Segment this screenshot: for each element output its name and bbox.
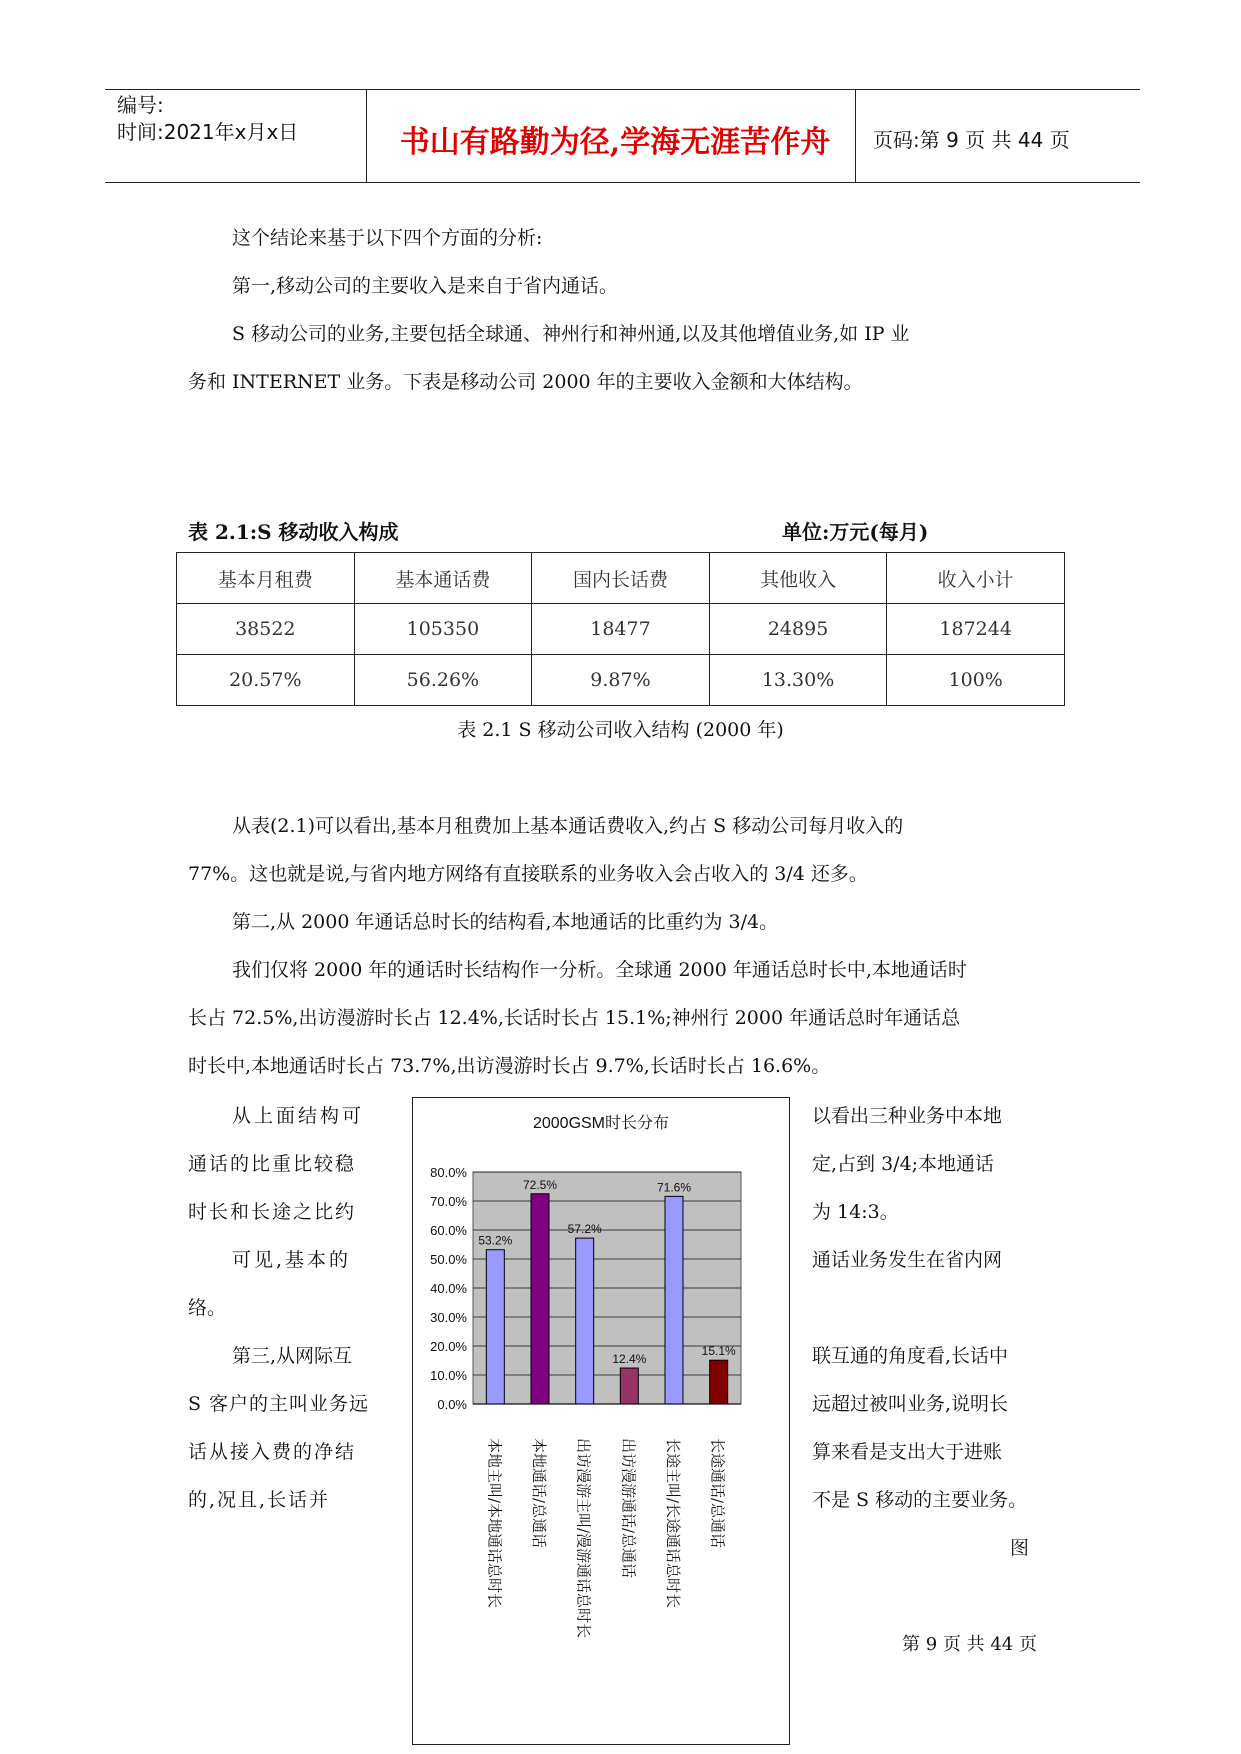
paragraph: 这个结论来基于以下四个方面的分析: xyxy=(232,227,543,249)
table-cell: 18477 xyxy=(532,604,710,655)
paragraph: 我们仅将 2000 年的通话时长结构作一分析。全球通 2000 年通话总时长中,本地通话时 xyxy=(232,959,967,981)
wrap-left-line: 的,况且,长话并 xyxy=(188,1489,331,1511)
data-label: 15.1% xyxy=(701,1344,736,1359)
table-cell: 24895 xyxy=(709,604,887,655)
plot-area xyxy=(430,1165,741,1638)
table-header-cell: 基本月租费 xyxy=(177,553,355,604)
wrap-right-line: 算来看是支出大于进账 xyxy=(812,1441,1003,1463)
table-cell: 13.30% xyxy=(709,655,887,706)
wrap-right-line: 图 xyxy=(1010,1537,1030,1559)
table-unit: 单位:万元(每月) xyxy=(782,520,929,544)
wrap-left-line: 络。 xyxy=(188,1297,227,1319)
wrap-left-line: S 客户的主叫业务远 xyxy=(188,1393,370,1415)
x-category-label: 本地主叫/本地通话总时长 xyxy=(485,1438,504,1609)
wrap-right-line: 联互通的角度看,长话中 xyxy=(812,1345,1009,1367)
table-header-cell: 收入小计 xyxy=(887,553,1065,604)
revenue-table xyxy=(176,552,1065,706)
wrap-right-line: 定,占到 3/4;本地通话 xyxy=(812,1153,995,1175)
table-header-cell: 国内长话费 xyxy=(532,553,710,604)
data-label: 53.2% xyxy=(478,1233,513,1248)
y-tick-label: 60.0% xyxy=(430,1223,467,1238)
bar xyxy=(665,1196,683,1404)
table-cell: 9.87% xyxy=(532,655,710,706)
paragraph: 务和 INTERNET 业务。下表是移动公司 2000 年的主要收入金额和大体结构。 xyxy=(188,371,863,393)
y-tick-label: 50.0% xyxy=(430,1252,467,1267)
header-meta xyxy=(117,92,298,146)
paragraph: S 移动公司的业务,主要包括全球通、神州行和神州通,以及其他增值业务,如 IP 业 xyxy=(232,323,910,345)
data-label: 71.6% xyxy=(656,1180,692,1195)
table-cell: 105350 xyxy=(354,604,532,655)
table-header-cell: 基本通话费 xyxy=(354,553,532,604)
y-tick-label: 70.0% xyxy=(430,1194,467,1209)
wrap-left-line: 第三,从网际互 xyxy=(232,1345,353,1367)
bar-chart xyxy=(413,1098,789,1744)
wrap-left-line: 话从接入费的净结 xyxy=(188,1441,357,1463)
table-row xyxy=(177,604,1065,655)
table-cell: 100% xyxy=(887,655,1065,706)
table-row xyxy=(177,655,1065,706)
x-category-label: 出访漫游主叫/漫游通话总时长 xyxy=(574,1438,593,1639)
x-category-label: 本地通话/总通话 xyxy=(530,1438,548,1549)
header-number: 编号: xyxy=(117,93,164,117)
y-tick-label: 40.0% xyxy=(430,1281,467,1296)
header-top-rule xyxy=(105,89,1140,90)
paragraph: 时长中,本地通话时长占 73.7%,出访漫游时长占 9.7%,长话时长占 16.6%。 xyxy=(188,1055,831,1077)
wrap-left-line: 时长和长途之比约 xyxy=(188,1201,357,1223)
y-tick-label: 10.0% xyxy=(430,1368,467,1383)
paragraph: 长占 72.5%,出访漫游时长占 12.4%,长话时长占 15.1%;神州行 2000 年通话总时年通话总 xyxy=(188,1007,961,1029)
y-tick-label: 0.0% xyxy=(437,1397,467,1412)
paragraph: 从表(2.1)可以看出,基本月租费加上基本通话费收入,约占 S 移动公司每月收入的 xyxy=(232,815,904,837)
header-time: 时间:2021年x月x日 xyxy=(117,120,299,144)
bar xyxy=(486,1250,504,1404)
y-tick-label: 80.0% xyxy=(430,1165,467,1180)
wrap-left-line: 可见,基本的 xyxy=(232,1249,352,1271)
table-cell: 56.26% xyxy=(354,655,532,706)
wrap-right-line: 以看出三种业务中本地 xyxy=(812,1105,1003,1127)
y-tick-label: 20.0% xyxy=(430,1339,467,1354)
bar xyxy=(576,1238,594,1404)
paragraph: 第一,移动公司的主要收入是来自于省内通话。 xyxy=(232,275,619,297)
table-header-row xyxy=(177,553,1065,604)
x-category-label: 长途通话/总通话 xyxy=(708,1438,727,1549)
y-tick-label: 30.0% xyxy=(430,1310,467,1325)
data-label: 72.5% xyxy=(522,1177,558,1192)
table-header-cell: 其他收入 xyxy=(709,553,887,604)
header-divider-left xyxy=(366,90,367,183)
x-category-label: 长途主叫/长途通话总时长 xyxy=(664,1438,682,1609)
wrap-right-line: 为 14:3。 xyxy=(812,1201,899,1223)
table-cell: 20.57% xyxy=(177,655,355,706)
bar xyxy=(531,1194,549,1404)
wrap-right-line: 通话业务发生在省内网 xyxy=(812,1249,1003,1271)
wrap-left-line: 从上面结构可 xyxy=(232,1105,365,1127)
table-cell: 38522 xyxy=(177,604,355,655)
paragraph: 第二,从 2000 年通话总时长的结构看,本地通话的比重约为 3/4。 xyxy=(232,911,779,933)
data-label: 12.4% xyxy=(612,1352,647,1367)
x-category-label: 出访漫游通话/总通话 xyxy=(619,1438,638,1579)
bar xyxy=(620,1368,638,1404)
header-motto: 书山有路勤为径,学海无涯苦作舟 xyxy=(399,125,831,160)
wrap-right-line: 远超过被叫业务,说明长 xyxy=(812,1393,1009,1415)
paragraph: 77%。这也就是说,与省内地方网络有直接联系的业务收入会占收入的 3/4 还多。 xyxy=(188,863,868,885)
header-bottom-rule xyxy=(105,182,1140,183)
wrap-left-line: 通话的比重比较稳 xyxy=(188,1153,357,1175)
page-footer: 第 9 页 共 44 页 xyxy=(902,1634,1037,1655)
bar xyxy=(710,1360,728,1404)
table-caption: 表 2.1 S 移动公司收入结构 (2000 年) xyxy=(457,719,784,741)
table-cell: 187244 xyxy=(887,604,1065,655)
chart-title: 2000GSM时长分布 xyxy=(532,1115,670,1132)
wrap-right-line: 不是 S 移动的主要业务。 xyxy=(812,1489,1028,1511)
data-label: 57.2% xyxy=(567,1222,602,1237)
header-page-label: 页码:第 9 页 共 44 页 xyxy=(873,128,1070,152)
table-title: 表 2.1:S 移动收入构成 xyxy=(188,520,399,544)
chart-frame xyxy=(412,1097,790,1745)
